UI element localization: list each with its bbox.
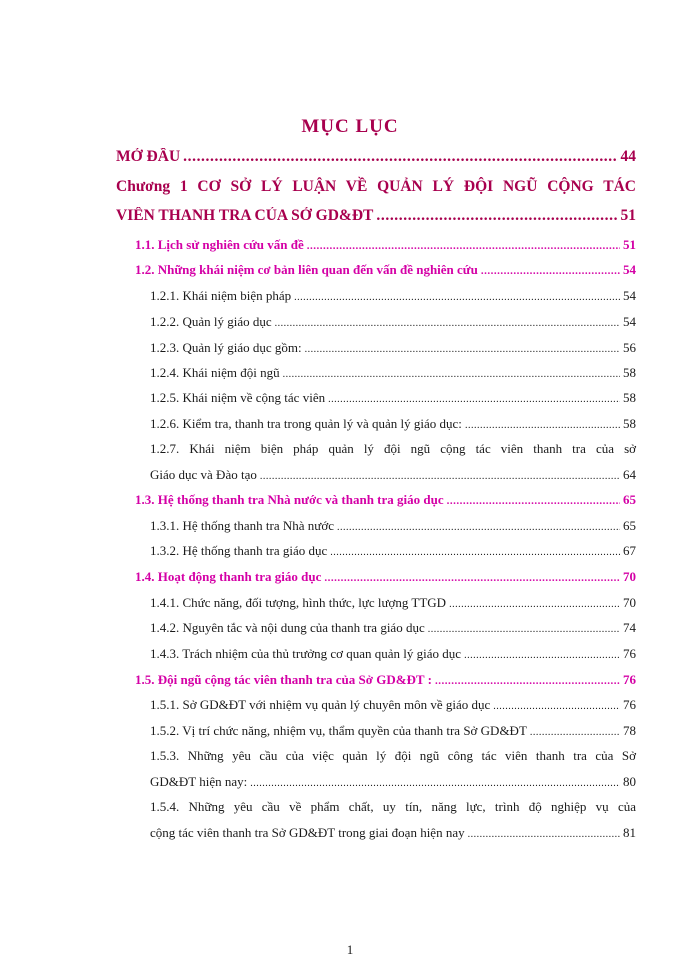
dot-leader (435, 672, 620, 688)
toc-entry-label: 1.2.3. Quản lý giáo dục gồm: (150, 340, 302, 355)
dot-leader (481, 262, 620, 278)
toc-entry-1-3[interactable] (135, 492, 636, 508)
toc-entry-label: 1.1. Lịch sử nghiên cứu vấn đề (135, 237, 304, 252)
dot-leader (283, 365, 620, 381)
dot-leader (294, 288, 620, 304)
toc-entry-label: 1.2.6. Kiểm tra, thanh tra trong quản lý và quản lý giáo dục: (150, 416, 462, 431)
dot-leader (428, 620, 620, 636)
toc-entry-chuong1-line1[interactable]: Chương 1 CƠ SỞ LÝ LUẬN VỀ QUẢN LÝ ĐỘI NGŨ CỘNG TÁC (116, 178, 636, 195)
toc-page-number: 81 (623, 825, 636, 840)
toc-page-number: 54 (623, 262, 636, 277)
toc-entry-label: cộng tác viên thanh tra Sở GD&ĐT trong giai đoạn hiện nay (150, 825, 465, 840)
toc-entry-1-2-6[interactable] (150, 416, 636, 432)
toc-entry-label: 1.4. Hoạt động thanh tra giáo dục (135, 569, 322, 584)
toc-entry-chuong1[interactable] (116, 207, 636, 225)
dot-leader (493, 697, 620, 713)
toc-entry-1-5-3[interactable] (150, 774, 636, 790)
toc-entry-label: 1.3.2. Hệ thống thanh tra giáo dục (150, 543, 328, 558)
toc-entry-1-5-3-line1[interactable]: 1.5.3. Những yêu cầu của việc quản lý đội ngũ công tác viên thanh tra của Sở (150, 748, 636, 763)
toc-entry-1-4[interactable] (135, 569, 636, 585)
dot-leader (465, 416, 620, 432)
dot-leader (250, 774, 620, 790)
page-number: 1 (346, 942, 354, 957)
dot-leader (328, 390, 620, 406)
toc-entry-label: GD&ĐT hiện nay: (150, 774, 248, 789)
toc-entry-label: 1.3. Hệ thống thanh tra Nhà nước và thanh tra giáo dục (135, 492, 444, 507)
toc-entry-1-2-2[interactable] (150, 314, 636, 330)
toc-page-number: 54 (623, 314, 636, 329)
dot-leader (449, 595, 620, 611)
toc-entry-label: 1.2.1. Khái niệm biện pháp (150, 288, 292, 303)
toc-entry-1-4-2[interactable] (150, 620, 636, 636)
toc-page-number: 51 (620, 207, 636, 224)
toc-page-number: 44 (620, 148, 636, 165)
dot-leader (337, 518, 620, 534)
toc-entry-1-2-4[interactable] (150, 365, 636, 381)
toc-page-number: 80 (623, 774, 636, 789)
toc-page-number: 65 (623, 492, 636, 507)
page-title: MỤC LỤC (301, 116, 399, 137)
toc-entry-1-4-3[interactable] (150, 646, 636, 662)
dot-leader (305, 340, 620, 356)
toc-page-number: 64 (623, 467, 636, 482)
dot-leader (464, 646, 620, 662)
toc-entry-label: 1.3.1. Hệ thống thanh tra Nhà nước (150, 518, 334, 533)
toc-entry-1-5-4-line1[interactable]: 1.5.4. Những yêu cầu về phẩm chất, uy tín, năng lực, trình độ nghiệp vụ của (150, 799, 636, 814)
dot-leader (260, 467, 620, 483)
toc-entry-label: 1.2.4. Khái niệm đội ngũ (150, 365, 280, 380)
toc-page-number: 76 (623, 697, 636, 712)
toc-entry-label: 1.5. Đội ngũ cộng tác viên thanh tra của Sở GD&ĐT : (135, 672, 432, 687)
toc-page-number: 70 (623, 569, 636, 584)
toc-entry-1-2-1[interactable] (150, 288, 636, 304)
toc-entry-1-2-7-line1[interactable]: 1.2.7. Khái niệm biện pháp quản lý đội ngũ cộng tác viên thanh tra của sở (150, 441, 636, 456)
toc-page-number: 67 (623, 543, 636, 558)
toc-entry-label: 1.2.2. Quản lý giáo dục (150, 314, 272, 329)
toc-page-number: 51 (623, 237, 636, 252)
toc-entry-1-5-4[interactable] (150, 825, 636, 841)
dot-leader (183, 148, 617, 166)
toc-entry-label: MỞ ĐẦU (116, 148, 181, 165)
dot-leader (324, 569, 620, 585)
dot-leader (447, 492, 620, 508)
toc-entry-label: VIÊN THANH TRA CỦA SỞ GD&ĐT (116, 207, 374, 224)
toc-entry-1-2-3[interactable] (150, 340, 636, 356)
toc-entry-label: 1.4.2. Nguyên tắc và nội dung của thanh tra giáo dục (150, 620, 425, 635)
dot-leader (468, 825, 620, 841)
toc-page-number: 70 (623, 595, 636, 610)
toc-entry-1-5-2[interactable] (150, 723, 636, 739)
toc-page-number: 58 (623, 390, 636, 405)
dot-leader (307, 237, 620, 253)
toc-page-number: 54 (623, 288, 636, 303)
toc-entry-label: 1.4.3. Trách nhiệm của thủ trưởng cơ quan quản lý giáo dục (150, 646, 462, 661)
toc-entry-mo-dau[interactable] (116, 148, 636, 166)
toc-page-number: 58 (623, 416, 636, 431)
toc-page-number: 76 (623, 672, 636, 687)
toc-entry-label: Giáo dục và Đào tạo (150, 467, 257, 482)
dot-leader (330, 543, 620, 559)
toc-entry-1-3-2[interactable] (150, 543, 636, 559)
toc-entry-1-3-1[interactable] (150, 518, 636, 534)
toc-entry-1-2[interactable] (135, 262, 636, 278)
toc-entry-1-1[interactable] (135, 237, 636, 253)
toc-entry-label: 1.5.2. Vị trí chức năng, nhiệm vụ, thẩm quyền của thanh tra Sở GD&ĐT (150, 723, 527, 738)
toc-entry-label: 1.4.1. Chức năng, đối tượng, hình thức, lực lượng TTGD (150, 595, 447, 610)
dot-leader (376, 207, 617, 225)
toc-entry-label: 1.2. Những khái niệm cơ bản liên quan đến vấn đề nghiên cứu (135, 262, 478, 277)
toc-page-number: 58 (623, 365, 636, 380)
toc-page-number: 65 (623, 518, 636, 533)
toc-page-number: 74 (623, 620, 636, 635)
toc-page-number: 78 (623, 723, 636, 738)
toc-entry-1-5-1[interactable] (150, 697, 636, 713)
toc-entry-label: 1.5.1. Sở GD&ĐT với nhiệm vụ quản lý chuyên môn về giáo dục (150, 697, 491, 712)
dot-leader (275, 314, 620, 330)
toc-entry-1-2-5[interactable] (150, 390, 636, 406)
toc-entry-label: 1.2.5. Khái niệm về cộng tác viên (150, 390, 326, 405)
toc-page-number: 76 (623, 646, 636, 661)
toc-entry-1-4-1[interactable] (150, 595, 636, 611)
toc-page-number: 56 (623, 340, 636, 355)
dot-leader (530, 723, 620, 739)
toc-entry-1-5[interactable] (135, 672, 636, 688)
toc-entry-1-2-7[interactable] (150, 467, 636, 483)
